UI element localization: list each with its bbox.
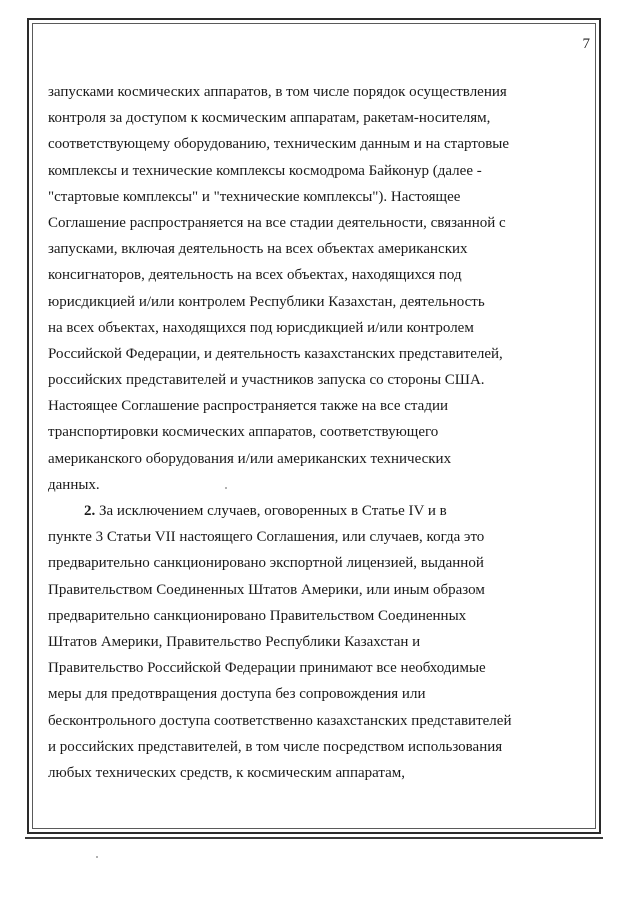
- scan-speck: [225, 487, 227, 489]
- paragraph-1: [48, 79, 568, 498]
- text-line: консигнаторов, деятельность на всех объектах, находящихся под: [48, 267, 462, 284]
- text-line: контроля за доступом к космическим аппаратам, ракетам-носителям,: [48, 110, 491, 127]
- text-line: Настоящее Соглашение распространяется также на все стадии: [48, 398, 449, 415]
- text-line: Штатов Америки, Правительство Республики Казахстан и: [48, 633, 421, 650]
- text-line: данных.: [48, 476, 100, 493]
- text-line: транспортировки космических аппаратов, соответствующего: [48, 424, 439, 441]
- text-line: и российских представителей, в том числе посредством использования: [48, 738, 503, 755]
- text-line: Правительством Соединенных Штатов Америки, или иным образом: [48, 581, 485, 598]
- text-line: Правительство Российской Федерации принимают все необходимые: [48, 660, 486, 677]
- text-line: на всех объектах, находящихся под юрисдикцией и/или контролем: [48, 319, 474, 336]
- text-line: российских представителей и участников запуска со стороны США.: [48, 372, 485, 389]
- text-line: бесконтрольного доступа соответственно казахстанских представителей: [48, 712, 512, 729]
- document-body: [48, 79, 568, 786]
- text-line: запусками космических аппаратов, в том числе порядок осуществления: [48, 84, 507, 100]
- scan-speck: [96, 856, 98, 858]
- page-number: 7: [582, 36, 590, 52]
- text-line: запусками, включая деятельность на всех объектах американских: [48, 241, 468, 258]
- text-line: пункте 3 Статьи VII настоящего Соглашения, или случаев, когда это: [48, 529, 485, 546]
- text-line: предварительно санкционировано экспортной лицензией, выданной: [48, 555, 484, 572]
- paragraph-2: [48, 498, 568, 786]
- text-line: меры для предотвращения доступа без сопровождения или: [48, 686, 426, 703]
- paragraph-2-first-line: [48, 498, 568, 524]
- text-line: американского оборудования и/или американских технических: [48, 450, 452, 467]
- text-line: соответствующему оборудованию, техническим данным и на стартовые: [48, 136, 510, 153]
- text-line: Соглашение распространяется на все стадии деятельности, связанной с: [48, 214, 506, 231]
- text-line: юрисдикцией и/или контролем Республики Казахстан, деятельность: [48, 293, 485, 310]
- text-line: комплексы и технические комплексы космодрома Байконур (далее -: [48, 162, 482, 179]
- text-line: "стартовые комплексы" и "технические комплексы"). Настоящее: [48, 188, 461, 205]
- paragraph-number: 2.: [84, 503, 96, 519]
- text-line: предварительно санкционировано Правительством Соединенных: [48, 607, 467, 624]
- text-line: За исключением случаев, оговоренных в Статье IV и в: [99, 503, 447, 519]
- text-line: любых технических средств, к космическим аппаратам,: [48, 764, 406, 781]
- text-line: Российской Федерации, и деятельность казахстанских представителей,: [48, 345, 503, 362]
